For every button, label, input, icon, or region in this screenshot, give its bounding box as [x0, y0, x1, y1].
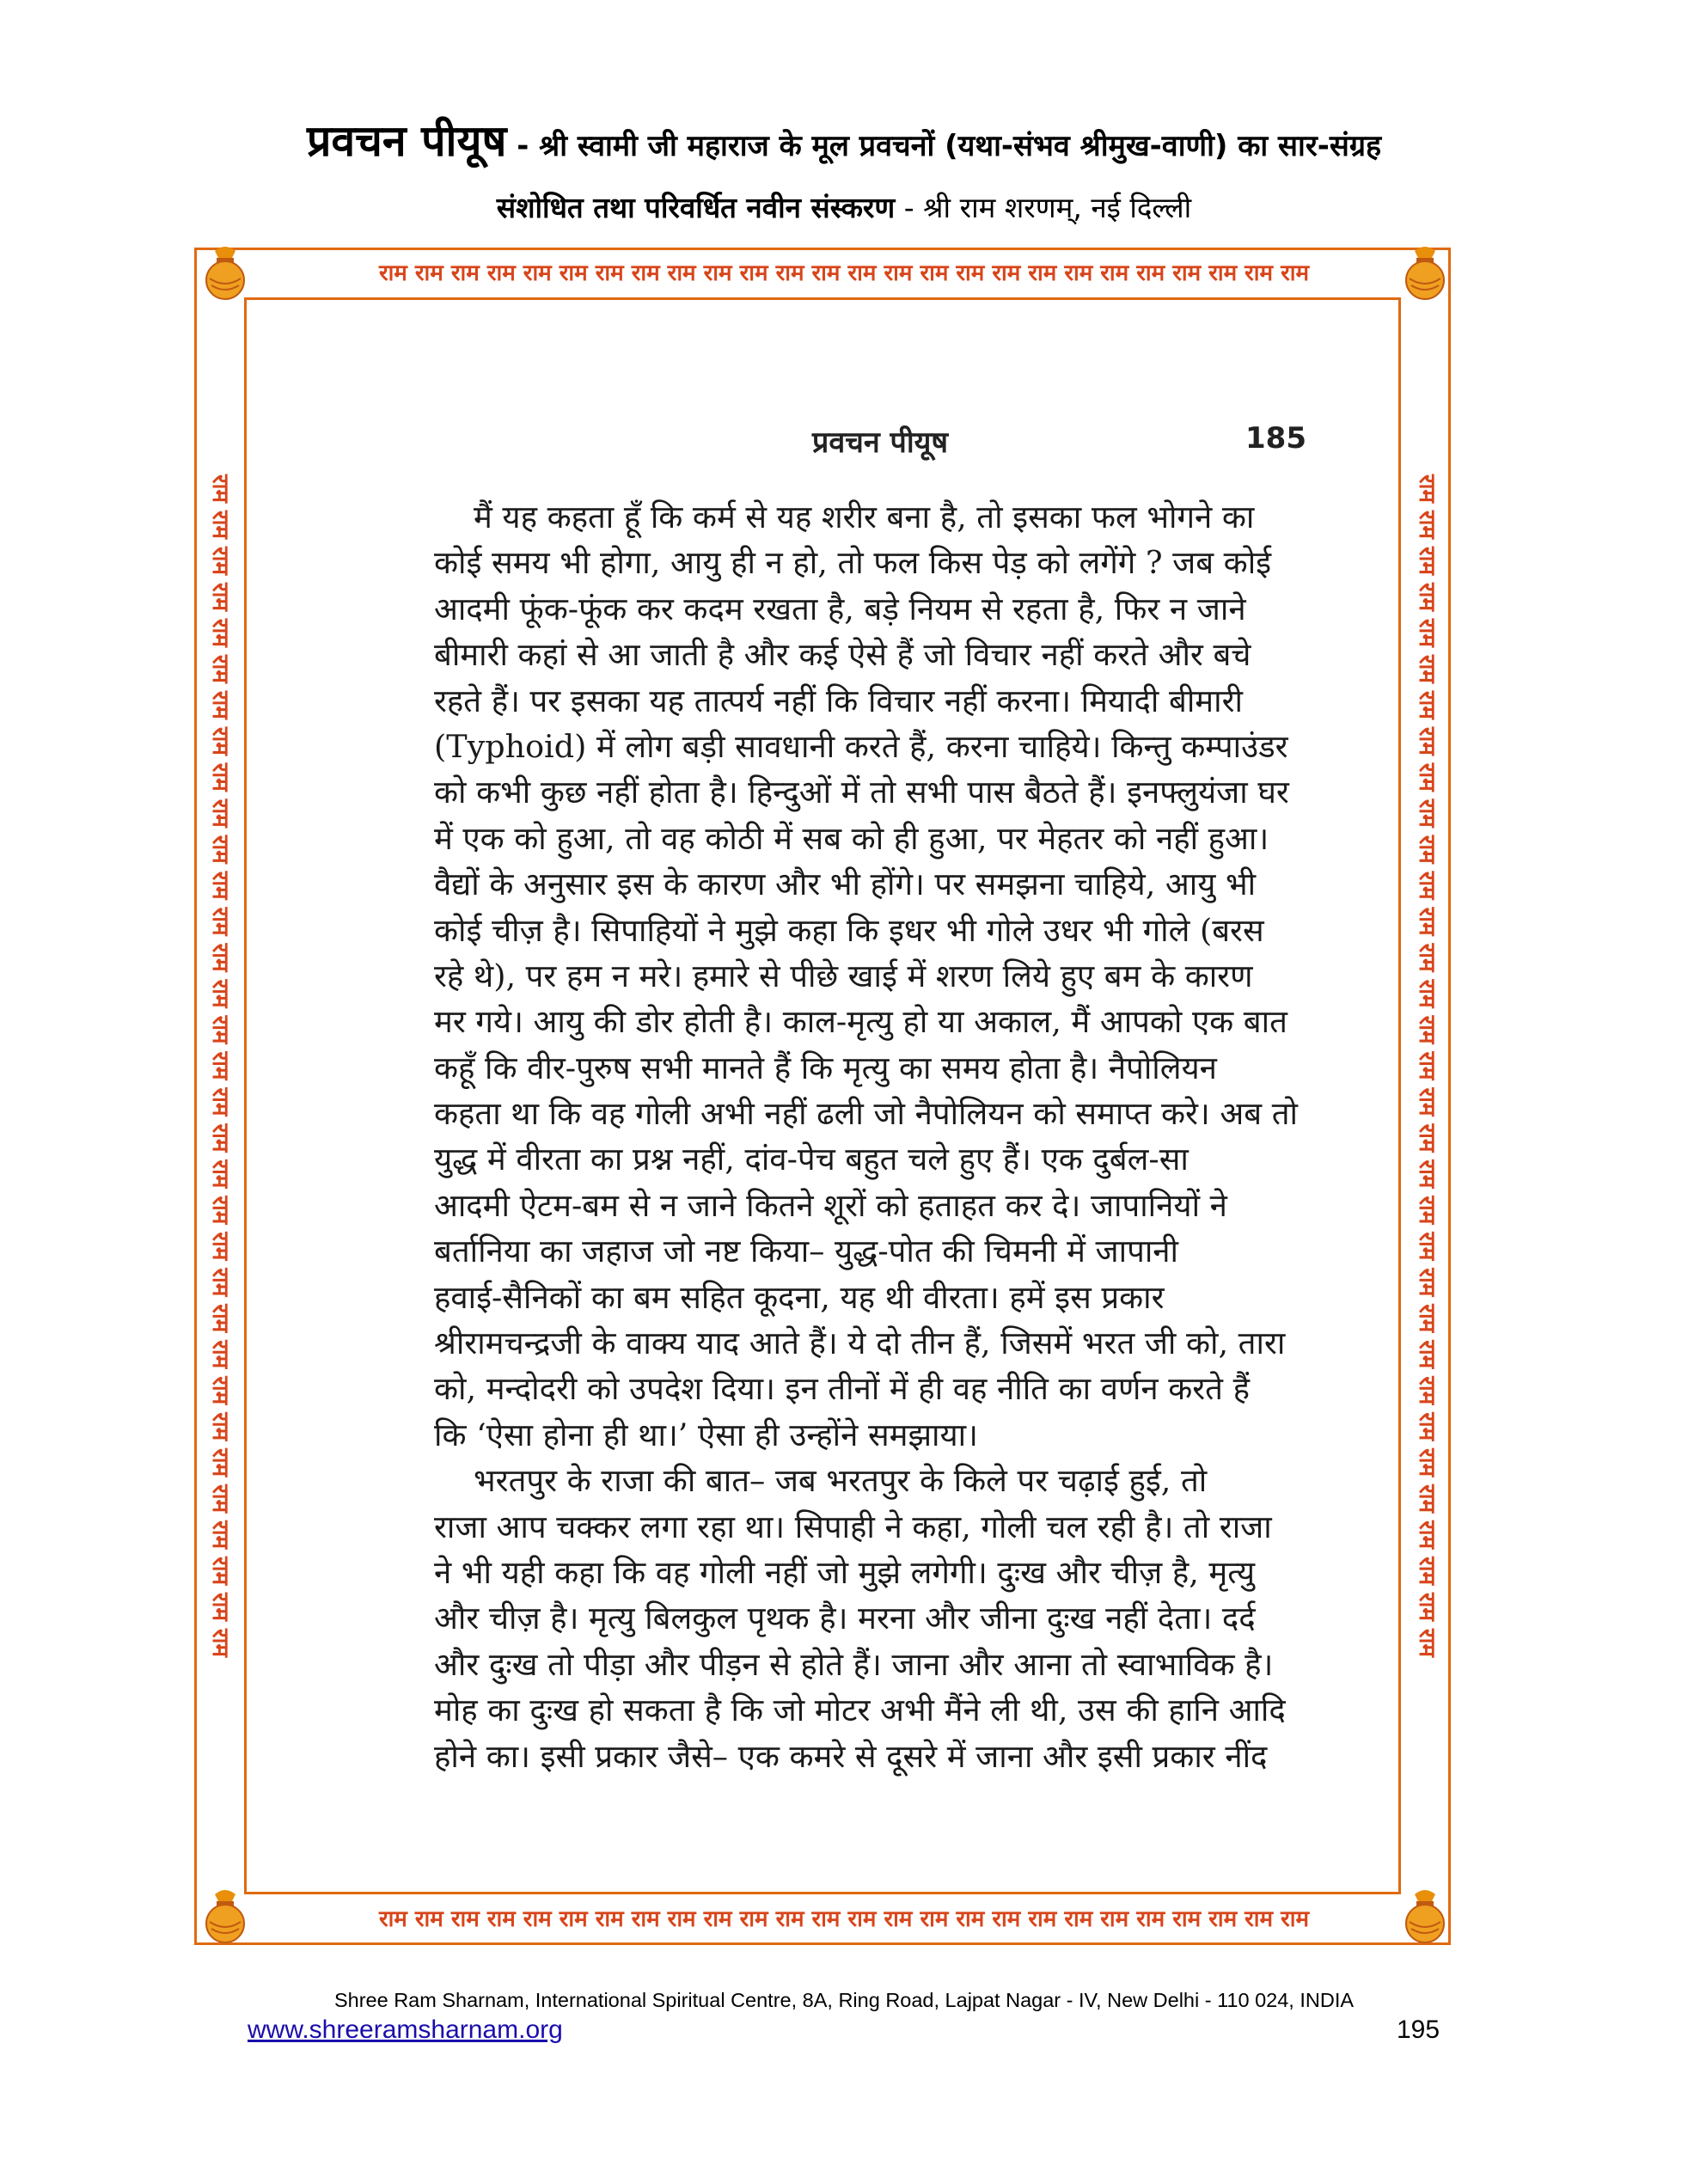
kalash-icon	[199, 1887, 251, 1948]
kalash-icon	[1399, 244, 1451, 304]
kalash-icon	[199, 244, 251, 304]
text-line: कहता था कि वह गोली अभी नहीं ढली जो नैपोलियन को समाप्त करे। अब तो	[434, 1095, 1298, 1133]
text-line: आदमी फूंक-फूंक कर कदम रखता है, बड़े नियम से रहता है, फिर न जाने	[434, 590, 1246, 627]
footer-address: Shree Ram Sharnam, International Spiritual Centre, 8A, Ring Road, Lajpat Nagar - IV, New Delhi - 110 024, INDIA	[333, 1989, 1355, 2011]
edition-rest: - श्री राम शरणम्, नई दिल्ली	[895, 191, 1192, 224]
text-line: कोई समय भी होगा, आयु ही न हो, तो फल किस पेड़ को लगेंगे ? जब कोई	[434, 544, 1272, 582]
text-line: और चीज़ है। मृत्यु बिलकुल पृथक है। मरना और जीना दुःख नहीं देता। दर्द	[434, 1600, 1256, 1637]
scanned-page-header	[447, 421, 1306, 473]
text-line: वैद्यों के अनुसार इस के कारण और भी होंगे। पर समझना चाहिये, आयु भी	[434, 866, 1257, 903]
text-line: भरतपुर के राजा की बात– जब भरतपुर के किले पर चढ़ाई हुई, तो	[474, 1462, 1208, 1500]
text-line: मैं यह कहता हूँ कि कर्म से यह शरीर बना है, तो इसका फल भोगने का	[474, 499, 1255, 535]
ram-band-bottom: राम राम राम राम राम राम राम राम राम राम राम राम राम राम राम राम राम राम राम राम राम राम राम राम राम राम	[378, 1906, 1310, 1932]
text-line: होने का। इसी प्रकार जैसे– एक कमरे से दूसरे में जाना और इसी प्रकार नींद	[434, 1737, 1268, 1775]
text-line: ने भी यही कहा कि वह गोली नहीं जो मुझे लगेगी। दुःख और चीज़ है, मृत्यु	[434, 1553, 1255, 1591]
text-line: युद्ध में वीरता का प्रश्न नहीं, दांव-पेच बहुत चले हुए हैं। एक दुर्बल-सा	[434, 1141, 1189, 1178]
kalash-icon	[1399, 1887, 1451, 1948]
pdf-page-number: 195	[1397, 2016, 1440, 2044]
text-line: और दुःख तो पीड़ा और पीड़न से होते हैं। जाना और आना तो स्वाभाविक है।	[434, 1645, 1274, 1683]
text-line: बर्तानिया का जहाज जो नष्ट किया– युद्ध-पोत की चिमनी में जापानी	[434, 1233, 1178, 1270]
edition-bold: संशोधित तथा परिवर्धित नवीन संस्करण	[496, 191, 896, 224]
text-line: कोई चीज़ है। सिपाहियों ने मुझे कहा कि इधर भी गोले उधर भी गोले (बरस	[434, 911, 1264, 949]
website-link[interactable]: www.shreeramsharnam.org	[248, 2016, 563, 2044]
text-line: कहूँ कि वीर-पुरुष सभी मानते हैं कि मृत्यु का समय होता है। नैपोलियन	[434, 1049, 1217, 1086]
ram-band-left: राम राम राम राम राम राम राम राम राम राम राम राम राम राम राम राम राम राम राम राम राम राम राम राम राम राम राम राम राम राम राम राम राम	[207, 474, 233, 1657]
ram-band-top: राम राम राम राम राम राम राम राम राम राम राम राम राम राम राम राम राम राम राम राम राम राम राम राम राम राम	[378, 260, 1310, 286]
header-subtitle: - श्री स्वामी जी महाराज के मूल प्रवचनों (यथा-संभव श्रीमुख-वाणी) का सार-संग्रह	[506, 129, 1382, 163]
text-line: में एक को हुआ, तो वह कोठी में सब को ही हुआ, पर मेहतर को नहीं हुआ।	[434, 819, 1269, 857]
text-line: मर गये। आयु की डोर होती है। काल-मृत्यु हो या अकाल, मैं आपको एक बात	[434, 1003, 1287, 1041]
scanned-page-body	[434, 494, 1319, 1779]
running-title: प्रवचन पीयूष	[812, 425, 949, 460]
text-line: को कभी कुछ नहीं होता है। हिन्दुओं में तो सभी पास बैठते हैं। इनफ्लुयंजा घर	[434, 774, 1289, 811]
book-page-number: 185	[1245, 421, 1306, 456]
text-line: आदमी ऐटम-बम से न जाने कितने शूरों को हताहत कर दे। जापानियों ने	[434, 1186, 1227, 1224]
text-line: रहते हैं। पर इसका यह तात्पर्य नहीं कि विचार नहीं करना। मियादी बीमारी	[434, 682, 1243, 719]
document-header	[0, 110, 1688, 168]
text-line: रहे थे), पर हम न मरे। हमारे से पीछे खाई में शरण लिये हुए बम के कारण	[434, 957, 1253, 994]
text-line: (Typhoid) में लोग बड़ी सावधानी करते हैं, करना चाहिये। किन्तु कम्पाउंडर	[434, 727, 1288, 765]
text-line: हवाई-सैनिकों का बम सहित कूदना, यह थी वीरता। हमें इस प्रकार	[434, 1278, 1165, 1316]
edition-line	[0, 187, 1688, 226]
header-title: प्रवचन पीयूष	[306, 116, 507, 166]
text-line: कि ‘ऐसा होना ही था।’ ऐसा ही उन्होंने समझाया।	[434, 1416, 978, 1453]
text-line: मोह का दुःख हो सकता है कि जो मोटर अभी मैंने ली थी, उस की हानि आदि	[434, 1692, 1286, 1729]
text-line: को, मन्दोदरी को उपदेश दिया। इन तीनों में ही वह नीति का वर्णन करते हैं	[434, 1370, 1250, 1408]
text-line: राजा आप चक्कर लगा रहा था। सिपाही ने कहा, गोली चल रही है। तो राजा	[434, 1508, 1272, 1545]
ram-band-right: राम राम राम राम राम राम राम राम राम राम राम राम राम राम राम राम राम राम राम राम राम राम राम राम राम राम राम राम राम राम राम राम राम	[1414, 474, 1440, 1657]
text-line: बीमारी कहां से आ जाती है और कई ऐसे हैं जो विचार नहीं करते और बचे	[434, 636, 1251, 674]
text-line: श्रीरामचन्द्रजी के वाक्य याद आते हैं। ये दो तीन हैं, जिसमें भरत जी को, तारा	[434, 1324, 1286, 1362]
